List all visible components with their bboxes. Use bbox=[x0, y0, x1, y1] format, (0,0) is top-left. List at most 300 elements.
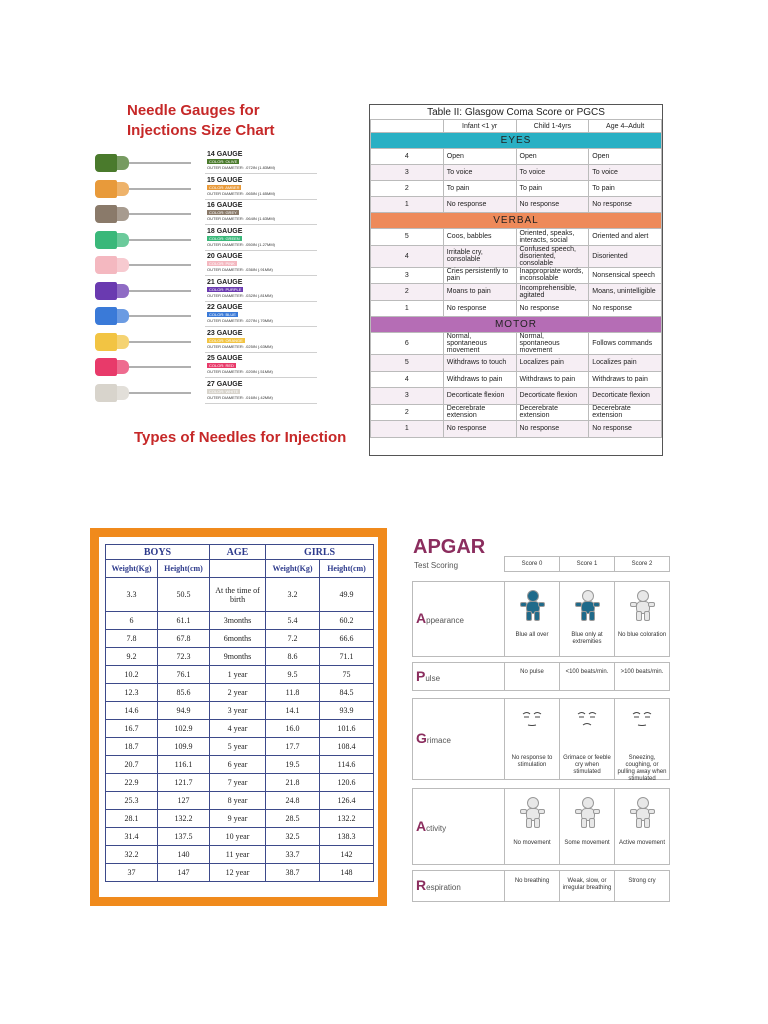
needle-hub bbox=[95, 180, 117, 198]
gcs-cell-adult: To voice bbox=[589, 165, 662, 181]
growth-cell-bh: 116.1 bbox=[158, 756, 210, 774]
growth-cell-gw: 14.1 bbox=[266, 702, 320, 720]
growth-row bbox=[106, 738, 374, 756]
apgar-initial: A bbox=[416, 610, 427, 626]
needle-divider bbox=[205, 377, 317, 378]
apgar-cell bbox=[559, 663, 614, 690]
needle-hub bbox=[95, 205, 117, 223]
needle-shaft bbox=[129, 341, 191, 343]
needle-label bbox=[207, 279, 273, 298]
needle-title-line1: Needle Gauges for bbox=[127, 102, 260, 119]
needle-shaft bbox=[129, 239, 191, 241]
growth-cell-bh: 109.9 bbox=[158, 738, 210, 756]
growth-row bbox=[106, 810, 374, 828]
gcs-cell-adult: Follows commands bbox=[589, 333, 662, 355]
needle-divider bbox=[205, 275, 317, 276]
growth-cell-bw: 7.8 bbox=[106, 630, 158, 648]
needle-label bbox=[207, 228, 275, 247]
age-subheader-blank bbox=[210, 560, 266, 578]
apgar-cell bbox=[559, 582, 614, 656]
gcs-section-motor: MOTOR bbox=[371, 317, 662, 333]
apgar-cell-text: No breathing bbox=[514, 878, 550, 884]
baby-leg bbox=[534, 818, 540, 828]
growth-cell-bw: 3.3 bbox=[106, 578, 158, 612]
growth-cell-age: 10 year bbox=[210, 828, 266, 846]
needle-color-label: COLOR: PINK bbox=[209, 261, 235, 266]
gcs-row bbox=[371, 229, 662, 246]
needle-hub-cap bbox=[115, 360, 129, 374]
growth-cell-gh: 93.9 bbox=[320, 702, 374, 720]
growth-cell-bw: 31.4 bbox=[106, 828, 158, 846]
growth-cell-gh: 142 bbox=[320, 846, 374, 864]
apgar-cell-text: No response to stimulation bbox=[511, 755, 553, 768]
gcs-cell-score: 5 bbox=[371, 355, 444, 372]
gcs-cell-score: 5 bbox=[371, 229, 444, 246]
growth-cell-gh: 101.6 bbox=[320, 720, 374, 738]
gcs-cell-infant: No response bbox=[443, 300, 516, 317]
gcs-cell-adult: No response bbox=[589, 197, 662, 213]
gcs-cell-infant: Cries persistently to pain bbox=[443, 267, 516, 284]
needle-gauge: 15 GAUGE bbox=[207, 176, 243, 184]
apgar-cell-text: Blue only at extremities bbox=[571, 632, 603, 645]
growth-cell-bw: 20.7 bbox=[106, 756, 158, 774]
apgar-row-respiration bbox=[412, 870, 670, 902]
needle-row bbox=[91, 228, 318, 253]
growth-cell-gw: 9.5 bbox=[266, 666, 320, 684]
baby-arm bbox=[538, 602, 545, 607]
gcs-row bbox=[371, 371, 662, 388]
baby-icon bbox=[520, 797, 544, 827]
apgar-label-rest: rimace bbox=[426, 736, 451, 745]
growth-cell-gh: 60.2 bbox=[320, 612, 374, 630]
growth-cell-age: 6months bbox=[210, 630, 266, 648]
growth-cell-gh: 71.1 bbox=[320, 648, 374, 666]
needle-label bbox=[207, 330, 273, 349]
needle-shaft bbox=[129, 366, 191, 368]
baby-arm bbox=[575, 809, 582, 814]
apgar-row-activity bbox=[412, 788, 670, 865]
growth-cell-gh: 126.4 bbox=[320, 792, 374, 810]
baby-leg bbox=[636, 818, 642, 828]
needle-row bbox=[91, 253, 318, 278]
gcs-section-eyes: EYES bbox=[371, 133, 662, 149]
gcs-cell-infant: To voice bbox=[443, 165, 516, 181]
growth-cell-gw: 21.8 bbox=[266, 774, 320, 792]
needle-hub-cap bbox=[115, 335, 129, 349]
growth-cell-bw: 25.3 bbox=[106, 792, 158, 810]
needle-gauge: 16 GAUGE bbox=[207, 202, 243, 209]
girls-weight-header: Weight(Kg) bbox=[266, 560, 320, 578]
needle-gauge: 14 GAUGE bbox=[207, 151, 243, 158]
apgar-row-label bbox=[416, 730, 451, 746]
boys-header: BOYS bbox=[106, 545, 210, 560]
needle-color-label: COLOR: WHITE bbox=[209, 388, 239, 394]
gcs-cell-score: 3 bbox=[371, 165, 444, 181]
gcs-section-verbal: VERBAL bbox=[371, 213, 662, 229]
growth-row bbox=[106, 578, 374, 612]
growth-row bbox=[106, 630, 374, 648]
baby-icon bbox=[520, 590, 544, 620]
needle-shaft bbox=[129, 264, 191, 266]
growth-cell-gw: 11.8 bbox=[266, 684, 320, 702]
needle-diameter: OUTER DIAMETER: .020IN (.51MM) bbox=[207, 369, 273, 374]
apgar-initial: R bbox=[416, 877, 427, 893]
gcs-cell-child: Incomprehensible, agitated bbox=[516, 284, 589, 301]
baby-leg bbox=[526, 611, 532, 621]
apgar-cell bbox=[559, 699, 614, 779]
gcs-cell-child: Inappropriate words, inconsolable bbox=[516, 267, 589, 284]
needle-title-line2: Injections Size Chart bbox=[127, 122, 275, 139]
apgar-cell bbox=[504, 789, 559, 864]
growth-cell-gw: 16.0 bbox=[266, 720, 320, 738]
apgar-cell bbox=[614, 699, 669, 782]
growth-cell-age: 5 year bbox=[210, 738, 266, 756]
needle-gauge: 22 GAUGE bbox=[207, 304, 243, 311]
boys-height-header: Height(cm) bbox=[158, 560, 210, 578]
growth-cell-age: 1 year bbox=[210, 666, 266, 684]
apgar-cell bbox=[614, 582, 669, 656]
gcs-cell-child: Localizes pain bbox=[516, 355, 589, 372]
needle-hub-cap bbox=[115, 182, 129, 196]
growth-cell-gh: 49.9 bbox=[320, 578, 374, 612]
growth-cell-gw: 32.5 bbox=[266, 828, 320, 846]
needle-diameter: OUTER DIAMETER: .036IN (.91MM) bbox=[207, 267, 273, 272]
gcs-cell-adult: Decorticate flexion bbox=[589, 388, 662, 405]
needle-color-label: COLOR: ORANGE bbox=[209, 337, 243, 343]
gcs-cell-infant: To pain bbox=[443, 181, 516, 197]
needle-color-label: COLOR: RED bbox=[209, 363, 234, 368]
growth-cell-bh: 76.1 bbox=[158, 666, 210, 684]
growth-cell-bh: 94.9 bbox=[158, 702, 210, 720]
gcs-cell-child: No response bbox=[516, 197, 589, 213]
gcs-cell-infant: Moans to pain bbox=[443, 284, 516, 301]
apgar-cell bbox=[559, 789, 614, 864]
needle-color-label: COLOR: GREEN bbox=[209, 235, 240, 241]
growth-cell-gw: 28.5 bbox=[266, 810, 320, 828]
gcs-row bbox=[371, 404, 662, 421]
gcs-section-row bbox=[371, 317, 662, 333]
gcs-cell-infant: No response bbox=[443, 197, 516, 213]
growth-cell-bh: 147 bbox=[158, 864, 210, 882]
growth-cell-age: 3 year bbox=[210, 702, 266, 720]
apgar-cell bbox=[504, 871, 559, 901]
gcs-row bbox=[371, 165, 662, 181]
needle-divider bbox=[205, 326, 317, 327]
apgar-row-grimace bbox=[412, 698, 670, 780]
gcs-cell-score: 6 bbox=[371, 333, 444, 355]
gcs-row bbox=[371, 284, 662, 301]
growth-row bbox=[106, 720, 374, 738]
gcs-row bbox=[371, 181, 662, 197]
needle-hub bbox=[95, 282, 117, 300]
growth-cell-bw: 9.2 bbox=[106, 648, 158, 666]
growth-cell-gh: 138.3 bbox=[320, 828, 374, 846]
needle-diameter: OUTER DIAMETER: .072IN (1.83MM) bbox=[207, 165, 276, 170]
growth-cell-bw: 12.3 bbox=[106, 684, 158, 702]
gcs-cell-score: 4 bbox=[371, 371, 444, 388]
needle-row bbox=[91, 381, 318, 406]
apgar-cell-text: <100 beats/min. bbox=[565, 668, 609, 675]
apgar-row-label bbox=[416, 877, 461, 893]
growth-cell-bw: 14.6 bbox=[106, 702, 158, 720]
apgar-cell-text: Active movement bbox=[618, 840, 666, 846]
growth-cell-bh: 137.5 bbox=[158, 828, 210, 846]
gcs-row bbox=[371, 355, 662, 372]
apgar-cell-text: No pulse bbox=[520, 668, 544, 675]
needle-hub bbox=[95, 256, 117, 274]
girls-header: GIRLS bbox=[266, 545, 374, 560]
gcs-cell-score: 1 bbox=[371, 197, 444, 213]
gcs-cell-adult: No response bbox=[589, 421, 662, 438]
needle-row bbox=[91, 355, 318, 380]
needle-hub bbox=[95, 358, 117, 376]
growth-row bbox=[106, 828, 374, 846]
gcs-section-row bbox=[371, 133, 662, 149]
needle-row bbox=[91, 304, 318, 329]
gcs-row bbox=[371, 421, 662, 438]
growth-cell-bw: 37 bbox=[106, 864, 158, 882]
growth-cell-age: 9 year bbox=[210, 810, 266, 828]
apgar-cell bbox=[504, 582, 559, 656]
growth-cell-gw: 8.6 bbox=[266, 648, 320, 666]
apgar-cell-text: No blue coloration bbox=[617, 632, 667, 638]
needle-diameter: OUTER DIAMETER: .027IN (.70MM) bbox=[207, 318, 273, 323]
age-header: AGE bbox=[210, 545, 266, 560]
needle-label bbox=[207, 355, 273, 374]
growth-cell-gw: 38.7 bbox=[266, 864, 320, 882]
gcs-cell-infant: No response bbox=[443, 421, 516, 438]
gcs-cell-child: Decerebrate extension bbox=[516, 404, 589, 421]
gcs-row bbox=[371, 388, 662, 405]
growth-row bbox=[106, 864, 374, 882]
gcs-cell-child: No response bbox=[516, 421, 589, 438]
gcs-cell-adult: Moans, unintelligible bbox=[589, 284, 662, 301]
gcs-cell-child: No response bbox=[516, 300, 589, 317]
gcs-cell-adult: Localizes pain bbox=[589, 355, 662, 372]
growth-cell-bw: 28.1 bbox=[106, 810, 158, 828]
gcs-row bbox=[371, 300, 662, 317]
needle-label bbox=[207, 304, 273, 323]
needle-diameter: OUTER DIAMETER: .050IN (1.27MM) bbox=[207, 241, 276, 247]
needle-gauge: 18 GAUGE bbox=[207, 227, 243, 235]
gcs-cell-score: 3 bbox=[371, 388, 444, 405]
growth-cell-age: 8 year bbox=[210, 792, 266, 810]
growth-cell-gh: 120.6 bbox=[320, 774, 374, 792]
face-icon bbox=[629, 707, 655, 731]
baby-leg bbox=[534, 611, 540, 621]
apgar-cell-text: Sneezing, coughing, or pulling away when stimulated bbox=[617, 755, 667, 782]
needle-divider bbox=[205, 352, 317, 353]
apgar-cell-text: Grimace or feeble cry when stimulated bbox=[563, 755, 611, 775]
needle-hub-cap bbox=[115, 309, 129, 323]
apgar-cell bbox=[614, 663, 669, 690]
apgar-cell bbox=[614, 871, 669, 901]
gcs-row bbox=[371, 149, 662, 165]
gcs-cell-infant: Open bbox=[443, 149, 516, 165]
growth-row bbox=[106, 702, 374, 720]
needle-divider bbox=[205, 173, 317, 174]
needle-hub-cap bbox=[115, 258, 129, 272]
gcs-cell-child: Normal, spontaneous movement bbox=[516, 333, 589, 355]
needle-label bbox=[207, 381, 273, 400]
apgar-cell bbox=[504, 699, 559, 779]
needle-hub bbox=[95, 333, 117, 351]
gcs-header-infant: Infant <1 yr bbox=[443, 120, 516, 133]
gcs-header-adult: Age 4–Adult bbox=[589, 120, 662, 133]
growth-cell-age: 3months bbox=[210, 612, 266, 630]
needle-gauge: 27 GAUGE bbox=[207, 380, 243, 388]
growth-cell-gh: 132.2 bbox=[320, 810, 374, 828]
growth-cell-gw: 33.7 bbox=[266, 846, 320, 864]
needle-shaft bbox=[129, 392, 191, 394]
needle-divider bbox=[205, 250, 317, 251]
needle-row bbox=[91, 279, 318, 304]
growth-cell-gw: 7.2 bbox=[266, 630, 320, 648]
gcs-cell-adult: Oriented and alert bbox=[589, 229, 662, 246]
apgar-cell bbox=[614, 789, 669, 864]
needle-gauge: 21 GAUGE bbox=[207, 278, 243, 286]
gcs-cell-score: 2 bbox=[371, 284, 444, 301]
gcs-cell-adult: Open bbox=[589, 149, 662, 165]
apgar-row-appearance bbox=[412, 581, 670, 657]
apgar-row-pulse bbox=[412, 662, 670, 691]
gcs-row bbox=[371, 245, 662, 267]
glasgow-coma-table bbox=[369, 104, 663, 456]
growth-cell-age: 2 year bbox=[210, 684, 266, 702]
growth-cell-gh: 114.6 bbox=[320, 756, 374, 774]
apgar-initial: P bbox=[416, 667, 426, 684]
needle-shaft bbox=[129, 188, 191, 190]
gcs-section-row bbox=[371, 213, 662, 229]
growth-cell-bh: 85.6 bbox=[158, 684, 210, 702]
needle-diameter: OUTER DIAMETER: .065IN (1.65MM) bbox=[207, 190, 276, 196]
baby-arm bbox=[648, 602, 655, 607]
gcs-cell-child: To pain bbox=[516, 181, 589, 197]
growth-cell-age: At the time of birth bbox=[210, 578, 266, 612]
baby-icon bbox=[630, 797, 654, 827]
baby-arm bbox=[575, 602, 582, 607]
gcs-cell-score: 2 bbox=[371, 404, 444, 421]
needle-hub-cap bbox=[115, 284, 129, 298]
gcs-row bbox=[371, 333, 662, 355]
growth-cell-gw: 3.2 bbox=[266, 578, 320, 612]
baby-arm bbox=[593, 809, 600, 814]
growth-row bbox=[106, 648, 374, 666]
gcs-title: Table II: Glasgow Coma Score or PGCS bbox=[427, 106, 605, 118]
growth-cell-age: 9months bbox=[210, 648, 266, 666]
growth-chart bbox=[99, 537, 378, 897]
growth-row bbox=[106, 846, 374, 864]
gcs-cell-child: Withdraws to pain bbox=[516, 371, 589, 388]
apgar-cell-text: Blue all over bbox=[515, 632, 549, 638]
needle-label bbox=[207, 202, 275, 221]
baby-arm bbox=[593, 602, 600, 607]
needle-divider bbox=[205, 199, 317, 200]
gcs-row bbox=[371, 197, 662, 213]
apgar-scoring-chart bbox=[408, 532, 676, 904]
needle-hub bbox=[95, 154, 117, 172]
growth-cell-bh: 121.7 bbox=[158, 774, 210, 792]
growth-cell-bw: 22.9 bbox=[106, 774, 158, 792]
gcs-cell-adult: Withdraws to pain bbox=[589, 371, 662, 388]
growth-cell-bw: 16.7 bbox=[106, 720, 158, 738]
gcs-cell-adult: Nonsensical speech bbox=[589, 267, 662, 284]
gcs-cell-score: 1 bbox=[371, 421, 444, 438]
needle-color-label: COLOR: GREY bbox=[209, 210, 237, 215]
baby-arm bbox=[520, 602, 527, 607]
gcs-cell-adult: Decerebrate extension bbox=[589, 404, 662, 421]
gcs-cell-score: 1 bbox=[371, 300, 444, 317]
needle-divider bbox=[205, 224, 317, 225]
needle-gauge: 25 GAUGE bbox=[207, 355, 243, 362]
growth-cell-bh: 132.2 bbox=[158, 810, 210, 828]
gcs-cell-score: 2 bbox=[371, 181, 444, 197]
baby-leg bbox=[581, 611, 587, 621]
baby-leg bbox=[644, 818, 650, 828]
growth-cell-bh: 140 bbox=[158, 846, 210, 864]
gcs-cell-score: 4 bbox=[371, 149, 444, 165]
gcs-cell-infant: Withdraws to pain bbox=[443, 371, 516, 388]
gcs-row bbox=[371, 267, 662, 284]
growth-row bbox=[106, 666, 374, 684]
growth-row bbox=[106, 792, 374, 810]
gcs-cell-child: Confused speech, disoriented, consolable bbox=[516, 245, 589, 267]
needle-shaft bbox=[129, 162, 191, 164]
apgar-initial: G bbox=[416, 730, 427, 746]
baby-leg bbox=[589, 611, 595, 621]
needle-hub bbox=[95, 384, 117, 402]
apgar-cell-text: >100 beats/min. bbox=[620, 668, 664, 675]
gcs-cell-child: Oriented, speaks, interacts, social bbox=[516, 229, 589, 246]
gcs-cell-child: To voice bbox=[516, 165, 589, 181]
growth-cell-age: 4 year bbox=[210, 720, 266, 738]
apgar-label-rest: ctivity bbox=[426, 823, 447, 833]
face-icon bbox=[519, 707, 545, 731]
growth-chart-frame bbox=[90, 528, 387, 906]
growth-cell-gh: 148 bbox=[320, 864, 374, 882]
growth-cell-age: 7 year bbox=[210, 774, 266, 792]
apgar-row-label bbox=[416, 818, 446, 834]
growth-row bbox=[106, 612, 374, 630]
apgar-initial: A bbox=[416, 817, 427, 834]
growth-cell-gh: 66.6 bbox=[320, 630, 374, 648]
apgar-cell-text: Strong cry bbox=[628, 878, 656, 884]
growth-cell-gw: 5.4 bbox=[266, 612, 320, 630]
apgar-cell-text: Some movement bbox=[564, 840, 610, 846]
growth-cell-age: 6 year bbox=[210, 756, 266, 774]
growth-cell-gh: 84.5 bbox=[320, 684, 374, 702]
baby-leg bbox=[636, 611, 642, 621]
apgar-cell bbox=[504, 663, 559, 690]
gcs-cell-infant: Decerebrate extension bbox=[443, 404, 516, 421]
baby-leg bbox=[589, 818, 595, 828]
growth-row bbox=[106, 684, 374, 702]
baby-arm bbox=[520, 809, 527, 814]
growth-cell-age: 11 year bbox=[210, 846, 266, 864]
gcs-cell-adult: To pain bbox=[589, 181, 662, 197]
needle-chart-footer: Types of Needles for Injection bbox=[134, 429, 347, 446]
apgar-cell-text: No movement bbox=[513, 840, 551, 846]
needle-label bbox=[207, 253, 273, 272]
needle-diameter: OUTER DIAMETER: .064IN (1.63MM) bbox=[207, 216, 276, 221]
needle-label bbox=[207, 177, 275, 196]
baby-leg bbox=[581, 818, 587, 828]
needle-row bbox=[91, 151, 318, 176]
apgar-label-rest: ulse bbox=[425, 673, 441, 683]
needle-diameter: OUTER DIAMETER: .032IN (.81MM) bbox=[207, 292, 273, 298]
gcs-cell-infant: Decorticate flexion bbox=[443, 388, 516, 405]
growth-row bbox=[106, 756, 374, 774]
